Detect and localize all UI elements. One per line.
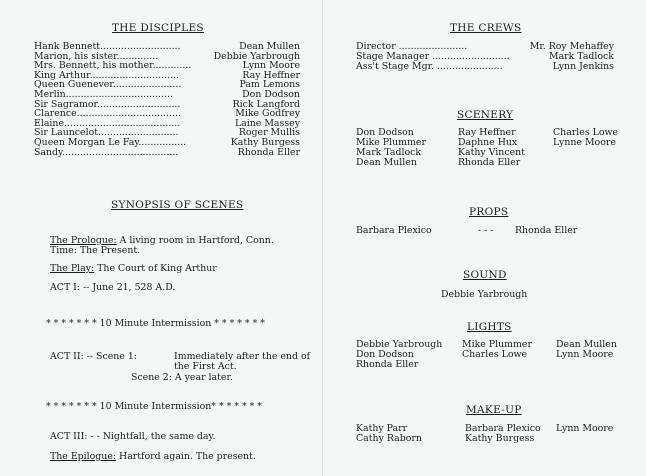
sound-title: SOUND (463, 269, 507, 281)
crew-role: Director ....................... (356, 41, 468, 52)
synopsis-title: SYNOPSIS OF SCENES (111, 199, 244, 211)
act1-line: ACT I: -- June 21, 528 A.D. (50, 282, 176, 293)
cast-name: Laine Massey (234, 117, 300, 129)
makeup-title: MAKE-UP (466, 404, 522, 416)
act2-head: ACT II: -- Scene 1: (50, 351, 137, 362)
crew-role: Stage Manager .......................... (356, 51, 510, 62)
cast-role: Elaine....................................... (34, 117, 181, 129)
prologue-time: Time: The Present. (50, 245, 141, 256)
cast-name: Rhonda Eller (237, 146, 300, 158)
cast-role: King Arthur.............................. (34, 69, 179, 81)
disciples-title: THE DISCIPLES (112, 22, 204, 34)
act2-scene1-b: the First Act. (174, 361, 237, 372)
cast-role: Sir Sagramor............................ (34, 98, 181, 110)
scenery-member: Mike Plummer (356, 137, 426, 148)
lights-member: Debbie Yarbrough (356, 339, 443, 350)
cast-role: Mrs. Bennett, his mother............. (34, 60, 192, 72)
cast-name: Mike Godfrey (235, 108, 300, 120)
scenery-member: Mark Tadlock (356, 147, 422, 158)
scenery-member: Don Dodson (356, 127, 414, 138)
cast-name: Pam Lemons (239, 79, 300, 91)
page-fold (322, 0, 323, 476)
cast-role: Merlin.................................... (34, 89, 173, 100)
lights-member: Dean Mullen (556, 339, 617, 350)
play-text: The Court of King Arthur (97, 263, 217, 274)
scenery-member: Daphne Hux (458, 137, 518, 148)
makeup-member: Barbara Plexico (465, 423, 541, 434)
scenery-member: Rhonda Eller (458, 157, 521, 168)
cast-role: Clarence................................... (34, 108, 181, 120)
crews-title: THE CREWS (450, 22, 522, 34)
scenery-member: Charles Lowe (553, 127, 619, 138)
makeup-member: Cathy Raborn (356, 433, 422, 444)
epilogue-text: Hartford again. The present. (119, 451, 256, 462)
cast-role: Sir Launcelot........................... (34, 127, 179, 139)
lights-member: Lynn Moore (556, 349, 614, 360)
cast-name: Debbie Yarbrough (213, 50, 300, 62)
cast-role: Queen Guenever....................... (34, 79, 182, 91)
lights-member: Mike Plummer (462, 339, 532, 350)
lights-member: Charles Lowe (462, 349, 528, 360)
cast-name: Lynn Moore (242, 60, 300, 72)
act2-scene2: Scene 2: A year later. (131, 372, 233, 383)
cast-name: Ray Heffner (242, 69, 300, 81)
cast-role: Hank Bennett........................... (34, 41, 181, 52)
crew-name: Mr. Roy Mehaffey (529, 41, 614, 52)
props-left: Barbara Plexico (356, 225, 432, 236)
cast-name: Rick Langford (232, 98, 300, 110)
lights-member: Don Dodson (356, 349, 414, 360)
prologue-text: A living room in Hartford, Conn. (119, 235, 274, 246)
cast-role: Queen Morgan Le Fay................ (34, 137, 187, 148)
cast-name: Don Dodson (242, 89, 300, 100)
crew-name: Mark Tadlock (548, 51, 614, 62)
play-line (50, 264, 217, 273)
makeup-member: Kathy Burgess (465, 433, 535, 444)
epilogue-label: The Epilogue: (50, 451, 117, 462)
epilogue-line (50, 452, 256, 461)
sound-name: Debbie Yarbrough (441, 289, 528, 300)
makeup-member: Lynn Moore (556, 423, 614, 434)
cast-name: Kathy Burgess (230, 137, 300, 148)
props-right: Rhonda Eller (515, 225, 578, 236)
act2-scene1-a: Immediately after the end of (174, 351, 311, 362)
props-separator: - - - (478, 225, 494, 236)
intermission-2: * * * * * * * 10 Minute Intermission* * * * * * * (46, 401, 262, 412)
crew-role: Ass't Stage Mgr. ...................... (356, 61, 503, 72)
makeup-member: Kathy Parr (356, 423, 408, 434)
play-label: The Play: (50, 263, 95, 274)
cast-role: Marion, his sister.............. (34, 50, 159, 62)
prologue-line (50, 236, 274, 245)
cast-name: Dean Mullen (239, 41, 300, 52)
intermission-1: * * * * * * * 10 Minute Intermission * * * * * * * (46, 318, 265, 329)
scenery-member: Ray Heffner (458, 127, 516, 138)
scenery-member: Lynne Moore (553, 137, 616, 148)
props-title: PROPS (469, 206, 509, 218)
scenery-member: Kathy Vincent (458, 147, 525, 158)
cast-name: Roger Mullis (238, 127, 300, 139)
crew-name: Lynn Jenkins (552, 61, 614, 72)
scenery-title: SCENERY (457, 109, 514, 121)
prologue-label: The Prologue: (50, 235, 117, 246)
scenery-member: Dean Mullen (356, 157, 417, 168)
lights-title: LIGHTS (467, 321, 512, 333)
act3-line: ACT III: - - Nightfall, the same day. (50, 431, 216, 442)
cast-role: Sandy....................................... (34, 146, 179, 158)
lights-member: Rhonda Eller (356, 359, 419, 370)
